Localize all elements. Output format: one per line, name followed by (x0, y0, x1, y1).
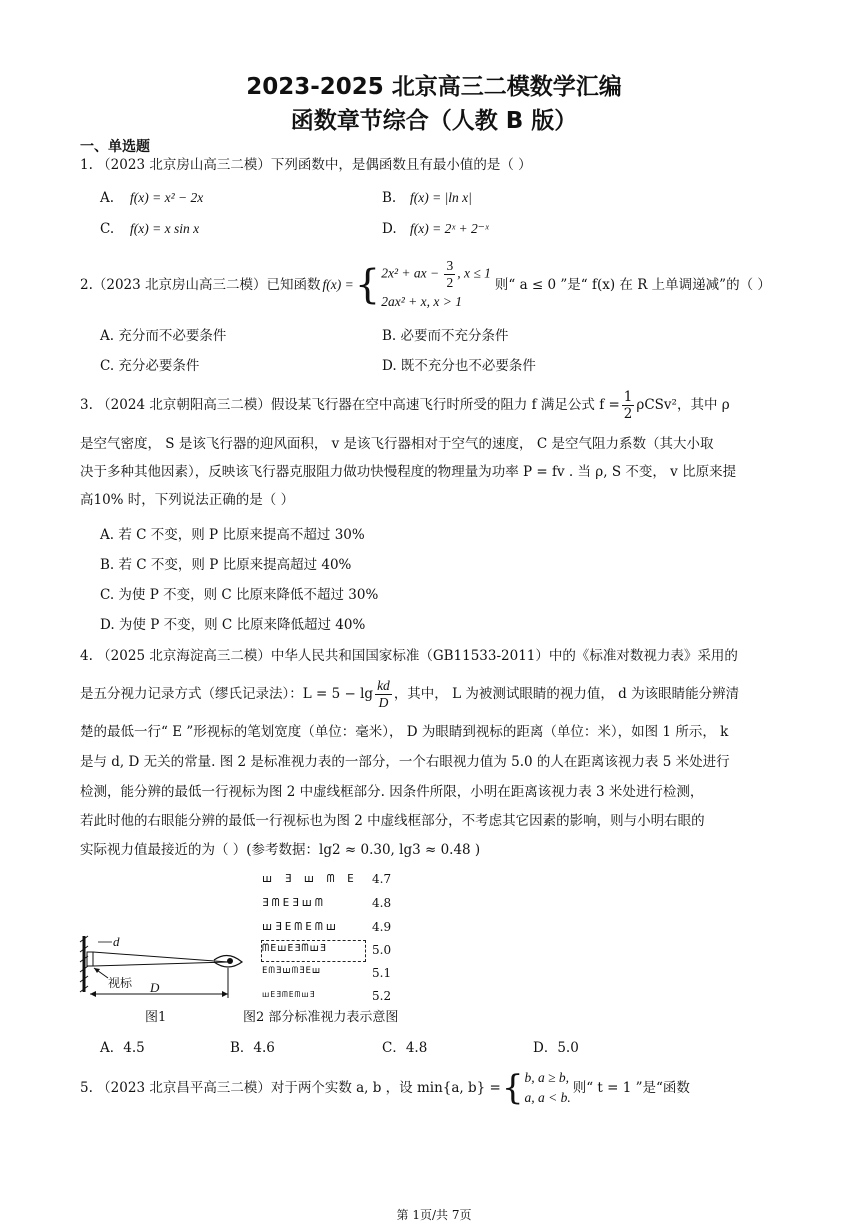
q3-frac-den: 2 (623, 405, 633, 422)
q1-option-d-label: D. (382, 221, 397, 237)
q4-option-a: A．4.5 (100, 1040, 145, 1056)
chart-row-marks: ƎᗰEƎꟺᗰ (262, 896, 326, 909)
q1-option-b-label: B. (382, 190, 397, 206)
q4-option-d: D．5.0 (533, 1040, 579, 1056)
q5-stem-part-a: 5. （2023 北京昌平高三二模）对于两个实数 a, b ，设 min{a, b} = (80, 1080, 501, 1096)
q4-frac-num: kd (377, 677, 390, 693)
q1-option-c-label: C. (100, 221, 115, 237)
figure-1-diagram (78, 928, 248, 1000)
q4-line-7: 实际视力值最接近的为（ ）(参考数据：lg2 ≈ 0.30, lg3 ≈ 0.48 ) (80, 842, 481, 858)
q3-line-1 (80, 387, 730, 423)
q2-option-a: A. 充分而不必要条件 (100, 328, 227, 344)
document-title: 2023-2025 北京高三二模数学汇编 (246, 74, 622, 100)
q2-option-d: D. 既不充分也不必要条件 (382, 358, 536, 374)
q2-stem-part-a: 2.（2023 北京房山高三二模）已知函数 (80, 277, 321, 293)
q1-option-a-label: A. (100, 190, 115, 206)
q2-case1-tail: , x ≤ 1 (457, 265, 491, 281)
q4-line-2a: 是五分视力记录方式（缪氏记录法）：L = 5 − lg (80, 686, 374, 702)
chart-row-marks: EᗰƎꟺᗰƎEꟺ (262, 966, 322, 976)
chart-row-marks: ꟺƎEᗰEᗰꟺ (262, 920, 339, 933)
q3-line-3: 决于多种其他因素），反映该飞行器克服阻力做功快慢程度的物理量为功率 P = fv . 当 ρ, S 不变， v 比原来提 (80, 464, 737, 480)
brace-icon: { (501, 1068, 524, 1108)
figure-1-label-d: d (113, 934, 120, 949)
q1-option-a: f(x) = x² − 2x (130, 190, 204, 205)
q2-option-c: C. 充分必要条件 (100, 358, 200, 374)
q3-option-d: D. 为使 P 不变，则 C 比原来降低超过 40% (100, 617, 366, 633)
q3-line-2: 是空气密度， S 是该飞行器的迎风面积， v 是该飞行器相对于空气的速度， C 是空气阻力系数（其大小取 (80, 436, 714, 452)
chart-row-marks: ꟺ Ǝ ꟺ ᗰ E (262, 872, 357, 885)
q3-line-1a: 3. （2024 北京朝阳高三二模）假设某飞行器在空中高速飞行时所受的阻力 f 满足公式 f = (80, 397, 620, 413)
chart-row-value: 4.8 (372, 896, 392, 910)
figure-1-label-D: D (150, 980, 160, 995)
q4-line-3: 楚的最低一行“ E ”形视标的笔划宽度（单位：毫米）， D 为眼睛到视标的距离（单位：米），如图 1 所示， k (80, 724, 729, 740)
q3-option-a: A. 若 C 不变，则 P 比原来提高不超过 30% (100, 527, 365, 543)
document-subtitle: 函数章节综合（人教 B 版） (290, 108, 578, 134)
figure-2-caption: 图2 部分标准视力表示意图 (243, 1010, 399, 1025)
q3-line-1b: ρCSv²，其中 ρ (636, 397, 730, 413)
chart-row-value: 4.9 (372, 920, 392, 934)
q3-line-4: 高10% 时，下列说法正确的是（ ） (80, 492, 295, 508)
q4-option-c: C．4.8 (382, 1040, 428, 1056)
q3-option-c: C. 为使 P 不变，则 C 比原来降低不超过 30% (100, 587, 379, 603)
q5-stem (80, 1064, 690, 1112)
q4-option-b: B．4.6 (230, 1040, 275, 1056)
figure-1-caption: 图1 (145, 1010, 167, 1025)
q5-stem-part-b: 则“ t = 1 ”是“函数 (572, 1080, 690, 1096)
q4-line-4: 是与 d, D 无关的常量. 图 2 是标准视力表的一部分，一个右眼视力值为 5.0 的人在距离该视力表 5 米处进行 (80, 754, 730, 770)
figure-1-label-biaos: 视标 (108, 976, 133, 990)
chart-row-value: 5.2 (372, 989, 392, 1003)
chart-row-value: 5.1 (372, 966, 392, 980)
q1-option-c: f(x) = x sin x (130, 221, 200, 236)
q2-case2: 2ax² + x, x > 1 (381, 293, 462, 309)
q2-case1-num: 3 (446, 257, 454, 273)
q5-case1: b, a ≥ b, (524, 1070, 570, 1085)
q5-case2: a, a < b. (524, 1090, 571, 1105)
q2-case1: 2x² + ax − (381, 265, 443, 281)
q2-function-name: f(x) = (322, 277, 354, 292)
chart-row-value: 5.0 (372, 943, 392, 957)
section-heading: 一、单选题 (80, 139, 150, 155)
q1-option-d: f(x) = 2ˣ + 2⁻ˣ (410, 221, 489, 236)
brace-icon: { (354, 262, 381, 308)
page-footer: 第 1页/共 7页 (396, 1208, 472, 1222)
chart-row-marks: ꟺEƎᗰEᗰꟺƎ (262, 990, 316, 999)
q2-piecewise (381, 258, 491, 313)
q3-option-b: B. 若 C 不变，则 P 比原来提高超过 40% (100, 557, 352, 573)
chart-row-value: 4.7 (372, 872, 392, 886)
q4-line-2b: ，其中， L 为被测试眼睛的视力值， d 为该眼睛能分辨清 (393, 686, 740, 702)
chart-row-marks: ᗰEꟺEƎᗰꟺƎ (262, 943, 327, 954)
q1-stem: 1. （2023 北京房山高三二模）下列函数中，是偶函数且有最小值的是（ ） (80, 157, 532, 173)
q4-line-6: 若此时他的右眼能分辨的最低一行视标也为图 2 中虚线框部分，不考虑其它因素的影响，则与小明右眼的 (80, 813, 705, 829)
q4-line-5: 检测，能分辨的最低一行视标为图 2 中虚线框部分. 因条件所限，小明在距离该视力表 3 米处进行检测， (80, 784, 704, 800)
q4-line-1: 4. （2025 北京海淀高三二模）中华人民共和国国家标准（GB11533-2011）中的《标准对数视力表》采用的 (80, 648, 738, 664)
q2-option-b: B. 必要而不充分条件 (382, 328, 509, 344)
q1-option-b: f(x) = |ln x| (410, 190, 472, 205)
q2-stem-part-b: 则“ a ≤ 0 ”是“ f(x) 在 R 上单调递减”的（ ） (494, 277, 771, 293)
q2-case1-den: 2 (446, 274, 454, 290)
q2-stem (80, 255, 771, 315)
q3-frac-num: 1 (623, 388, 633, 405)
q4-frac-den: D (378, 694, 389, 710)
q4-line-2 (80, 676, 739, 712)
